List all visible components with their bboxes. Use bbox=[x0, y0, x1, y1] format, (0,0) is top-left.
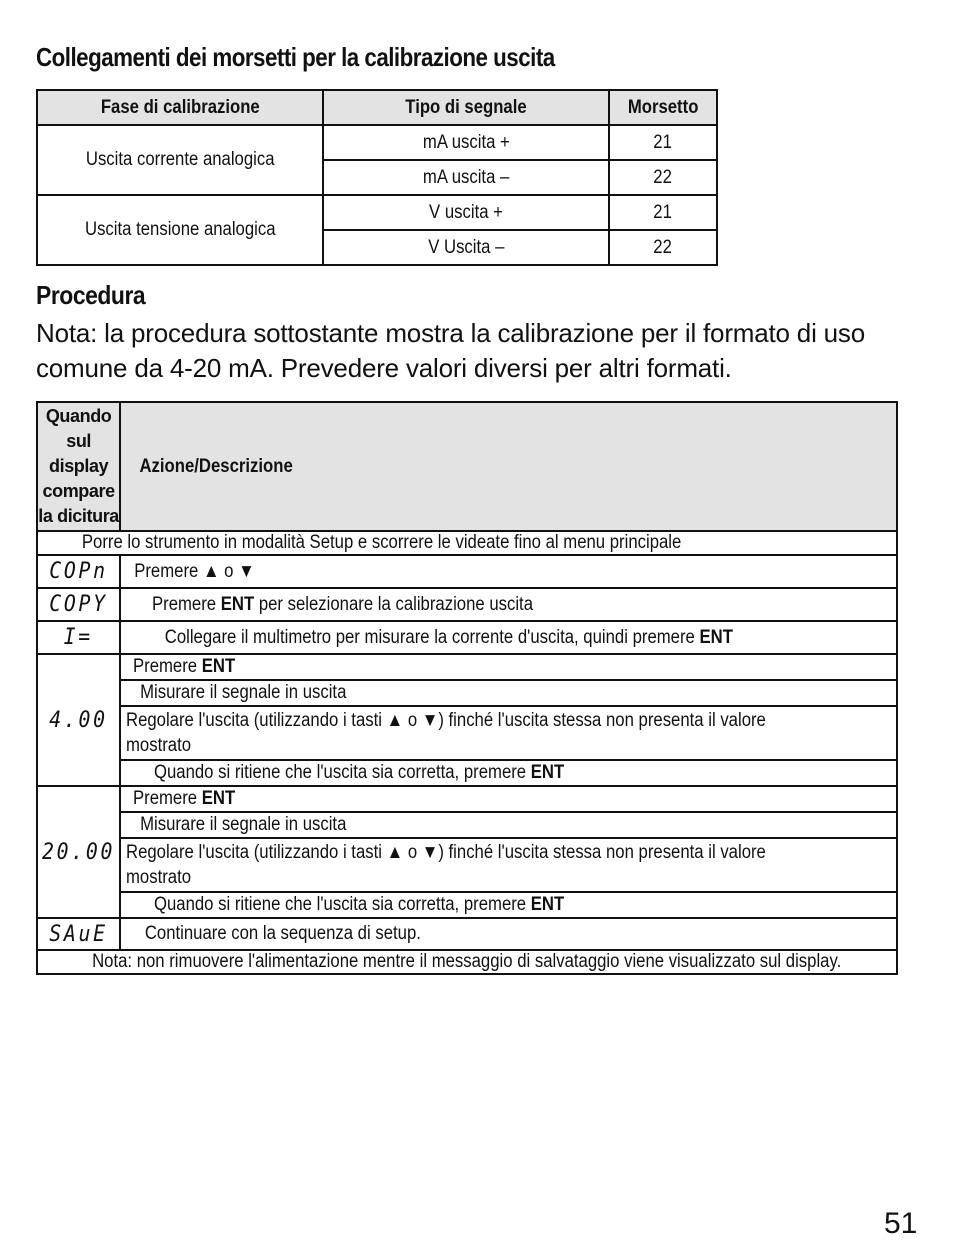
action-cell: Premere ▲ o ▼ bbox=[120, 555, 897, 588]
action-cell: Misurare il segnale in uscita bbox=[120, 812, 897, 838]
table-row bbox=[37, 531, 897, 555]
down-arrow-icon: ▼ bbox=[421, 842, 439, 863]
procedure-table bbox=[36, 401, 898, 975]
action-cell: Premere ENT per selezionare la calibrazione uscita bbox=[120, 588, 897, 621]
table-row bbox=[37, 812, 897, 838]
display-20-00: 20.00 bbox=[37, 786, 120, 918]
col-header-display: Quando sul display compare la dicitura bbox=[37, 402, 120, 531]
signal-cell: V Uscita – bbox=[323, 230, 609, 265]
table-row bbox=[37, 892, 897, 918]
intro-row: Porre lo strumento in modalità Setup e scorrere le videate fino al menu principale bbox=[37, 531, 897, 555]
terminal-cell: 21 bbox=[609, 195, 717, 230]
table-row bbox=[37, 786, 897, 812]
action-cell: Premere ENT bbox=[120, 786, 897, 812]
procedure-title: Procedura bbox=[36, 280, 146, 310]
signal-cell: mA uscita + bbox=[323, 125, 609, 160]
table-row bbox=[37, 918, 897, 950]
terminal-cell: 21 bbox=[609, 125, 717, 160]
display-copy: COPY bbox=[37, 588, 120, 621]
table-row bbox=[37, 125, 717, 160]
down-arrow-icon: ▼ bbox=[421, 710, 439, 731]
table-row bbox=[37, 588, 897, 621]
table-row bbox=[37, 706, 897, 760]
terminal-cell: 22 bbox=[609, 160, 717, 195]
col-header-terminal: Morsetto bbox=[609, 90, 717, 125]
col-header-signal: Tipo di segnale bbox=[323, 90, 609, 125]
table-row bbox=[37, 838, 897, 892]
footer-note-row: Nota: non rimuovere l'alimentazione mentre il messaggio di salvataggio viene visualizzato sul display. bbox=[37, 950, 897, 974]
col-header-phase: Fase di calibrazione bbox=[37, 90, 323, 125]
page-number: 51 bbox=[884, 1207, 918, 1240]
table-header-row bbox=[37, 402, 897, 531]
phase-cell: Uscita tensione analogica bbox=[37, 195, 323, 265]
table-row bbox=[37, 621, 897, 654]
display-save: SAuE bbox=[37, 918, 120, 950]
down-arrow-icon: ▼ bbox=[238, 560, 255, 582]
section-heading: Collegamenti dei morsetti per la calibrazione uscita bbox=[36, 42, 555, 72]
action-cell: Quando si ritiene che l'uscita sia corretta, premere ENT bbox=[120, 760, 897, 786]
action-cell: Collegare il multimetro per misurare la corrente d'uscita, quindi premere ENT bbox=[120, 621, 897, 654]
action-cell: Misurare il segnale in uscita bbox=[120, 680, 897, 706]
action-cell: Quando si ritiene che l'uscita sia corretta, premere ENT bbox=[120, 892, 897, 918]
action-cell: Premere ENT bbox=[120, 654, 897, 680]
table-row bbox=[37, 680, 897, 706]
terminal-table bbox=[36, 89, 718, 266]
up-arrow-icon: ▲ bbox=[386, 710, 404, 731]
display-copn: COPn bbox=[37, 555, 120, 588]
action-cell: Continuare con la sequenza di setup. bbox=[120, 918, 897, 950]
table-row bbox=[37, 555, 897, 588]
table-row bbox=[37, 654, 897, 680]
up-arrow-icon: ▲ bbox=[386, 842, 404, 863]
display-4-00: 4.00 bbox=[37, 654, 120, 786]
action-cell: Regolare l'uscita (utilizzando i tasti ▲ o ▼) finché l'uscita stessa non presenta il valore mostrato bbox=[120, 706, 897, 760]
action-cell: Regolare l'uscita (utilizzando i tasti ▲ o ▼) finché l'uscita stessa non presenta il valore mostrato bbox=[120, 838, 897, 892]
up-arrow-icon: ▲ bbox=[203, 560, 220, 582]
col-header-action: Azione/Descrizione bbox=[120, 402, 897, 531]
table-row bbox=[37, 195, 717, 230]
table-row bbox=[37, 950, 897, 974]
terminal-cell: 22 bbox=[609, 230, 717, 265]
table-row bbox=[37, 760, 897, 786]
signal-cell: mA uscita – bbox=[323, 160, 609, 195]
procedure-note: Nota: la procedura sottostante mostra la calibrazione per il formato di uso comune da 4-20 mA. Prevedere valori diversi per altri formati. bbox=[36, 318, 865, 383]
signal-cell: V uscita + bbox=[323, 195, 609, 230]
display-i: I= bbox=[37, 621, 120, 654]
phase-cell: Uscita corrente analogica bbox=[37, 125, 323, 195]
table-header-row bbox=[37, 90, 717, 125]
